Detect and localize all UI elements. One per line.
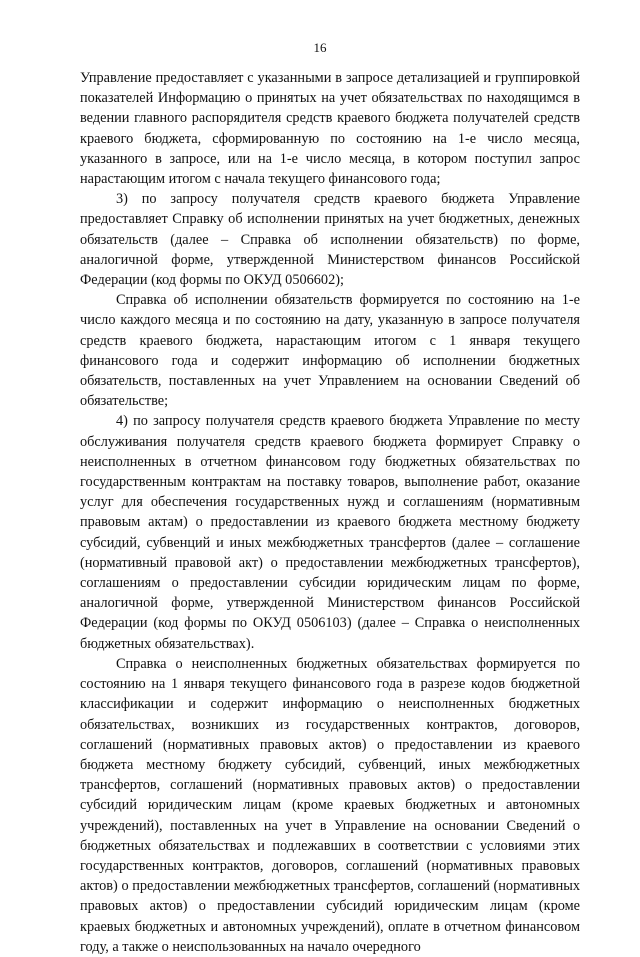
paragraph-1: Управление предоставляет с указанными в запросе детализацией и группировкой показателей Информацию о принятых на учет обязательствах по находящимся в ведении главного распорядителя средств краевого бюджета получателей средств краевого бюджета, сформированную по состоянию на 1-е число месяца, указанного в запросе, или на 1-е число месяца, в котором поступил запрос нарастающим итогом с начала текущего финансового года;: [80, 70, 580, 188]
paragraph-4: 4) по запросу получателя средств краевого бюджета Управление по месту обслуживания получателя средств краевого бюджета формирует Справку о неисполненных в отчетном финансовом году бюджетных обязательствах по государственным контрактам на поставку товаров, выполнение работ, оказание услуг для обеспечения государственных нужд и соглашениям (нормативным правовым актам) о предоставлении из краевого бюджета местному бюджету субсидий, субвенций и иных межбюджетных трансфертов (далее – соглашение (нормативный правовой акт) о предоставлении межбюджетных трансфертов), соглашениям о предоставлении субсидии юридическим лицам по форме, аналогичной форме, утвержденной Министерством финансов Российской Федерации (код формы по ОКУД 0506103) (далее – Справка о неисполненных бюджетных обязательствах).: [80, 413, 580, 652]
paragraph-5: Справка о неисполненных бюджетных обязательствах формируется по состоянию на 1 января текущего финансового года в разрезе кодов бюджетной классификации и содержит информацию о неисполненных бюджетных обязательствах, возникших из государственных контрактов, договоров, соглашений (нормативных правовых актов) о предоставлении из краевого бюджета местному бюджету субсидий, субвенций, иных межбюджетных трансфертов, соглашений (нормативных правовых актов) о предоставлении субсидий юридическим лицам (кроме краевых бюджетных и автономных учреждений), поставленных на учет в Управление на основании Сведений о бюджетных обязательствах и подлежавших в соответствии с условиями этих государственных контрактов, договоров, соглашений (нормативных правовых актов) о предоставлении межбюджетных трансфертов, соглашений (нормативных правовых актов) о предоставлении субсидий юридическим лицам (кроме краевых бюджетных и автономных учреждений), оплате в отчетном финансовом году, а также о неиспользованных на начало очередного: [80, 655, 580, 955]
page-number: 16: [313, 40, 327, 55]
paragraph-2: 3) по запросу получателя средств краевого бюджета Управление предоставляет Справку об исполнении принятых на учет бюджетных, денежных обязательств (далее – Справка об исполнении обязательств) по форме, аналогичной форме, утвержденной Министерством финансов Российской Федерации (код формы по ОКУД 0506602);: [80, 191, 580, 289]
document-body: [80, 68, 580, 957]
paragraph-3: Справка об исполнении обязательств формируется по состоянию на 1-е число каждого месяца и по состоянию на дату, указанную в запросе получателя средств краевого бюджета, нарастающим итогом с 1 января текущего финансового года и содержит информацию об исполнении бюджетных обязательств, поставленных на учет Управлением на основании Сведений об обязательстве;: [80, 292, 580, 410]
